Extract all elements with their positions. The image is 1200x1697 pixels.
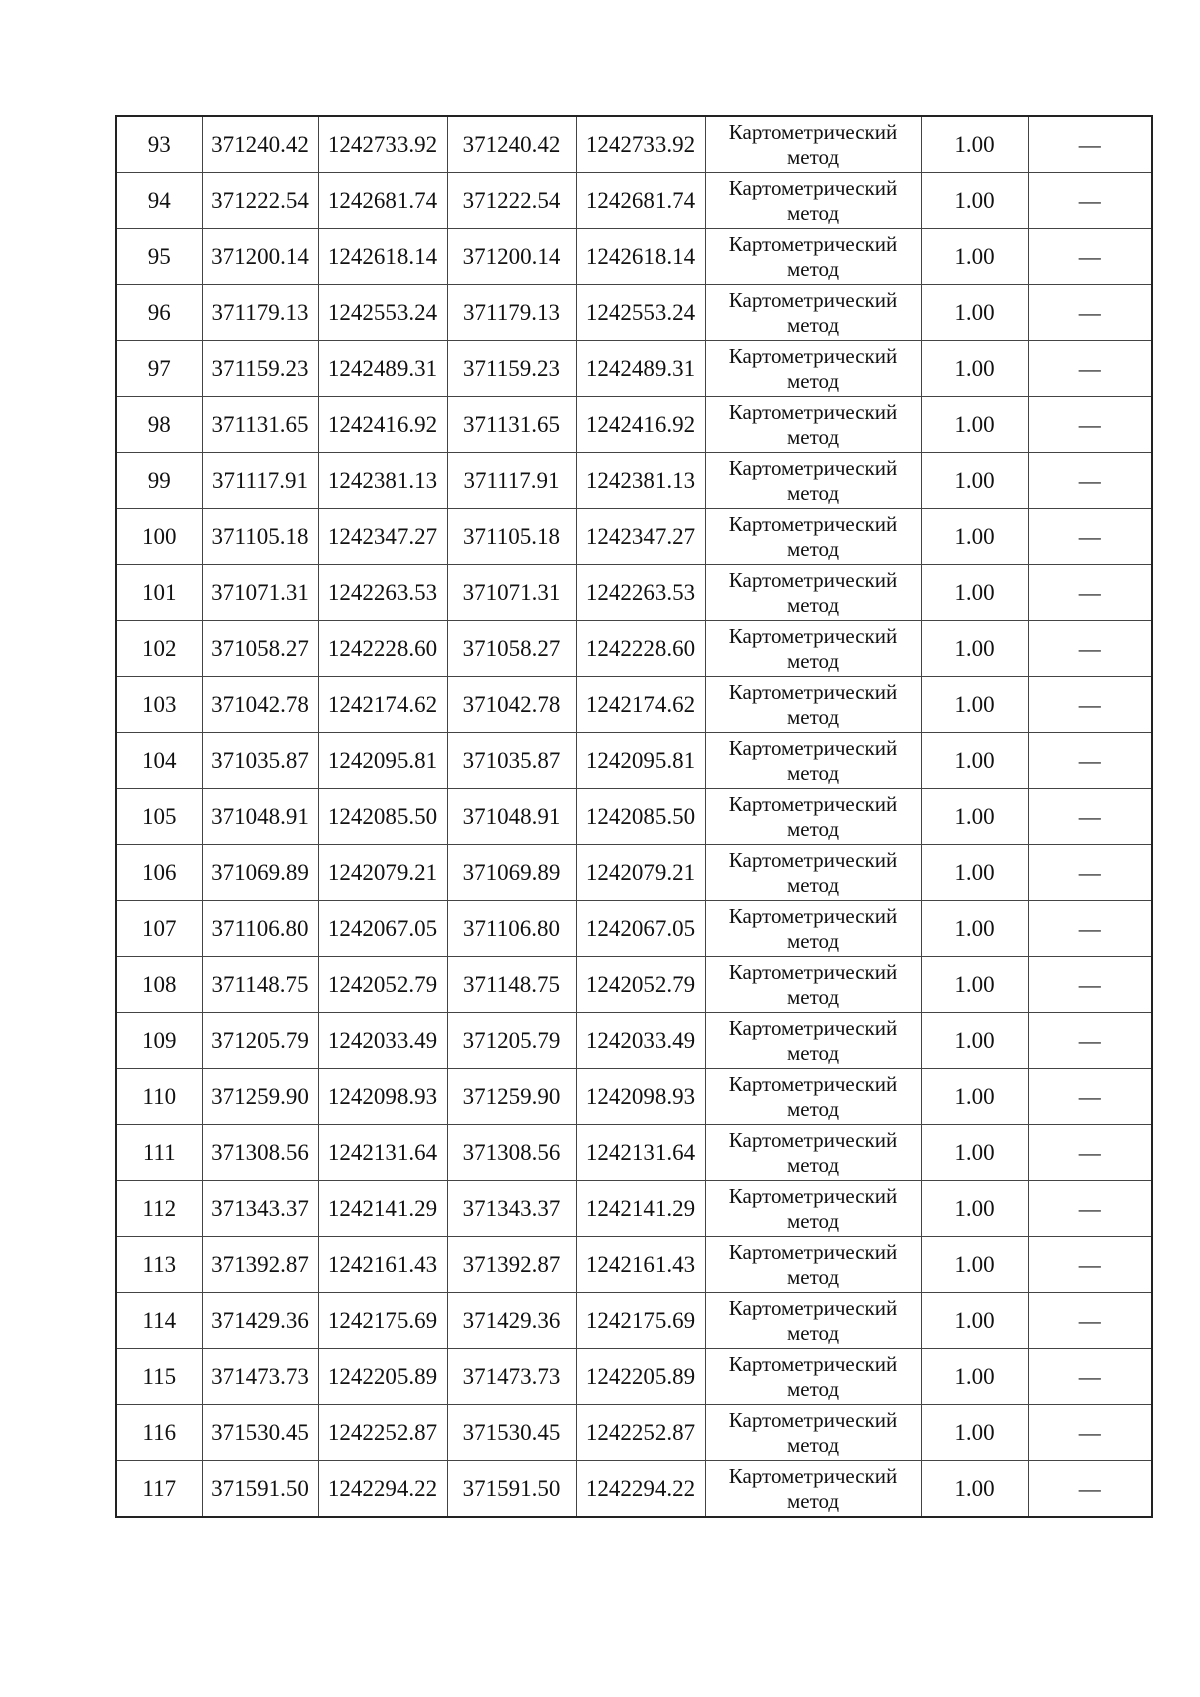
existing-x-cell: 371530.45 bbox=[202, 1405, 318, 1461]
accuracy-cell: 1.00 bbox=[921, 341, 1028, 397]
accuracy-cell: 1.00 bbox=[921, 1237, 1028, 1293]
accuracy-cell: 1.00 bbox=[921, 1125, 1028, 1181]
method-cell bbox=[705, 789, 921, 845]
method-line-2: метод bbox=[786, 1096, 840, 1121]
table-row bbox=[116, 1349, 1152, 1405]
method-line-1: Картометрический bbox=[728, 1015, 898, 1040]
existing-x-cell: 371222.54 bbox=[202, 173, 318, 229]
new-y-cell: 1242252.87 bbox=[576, 1405, 705, 1461]
method-line-2: метод bbox=[786, 536, 840, 561]
new-y-cell: 1242263.53 bbox=[576, 565, 705, 621]
table-body bbox=[116, 116, 1152, 1517]
table-row bbox=[116, 733, 1152, 789]
new-y-cell: 1242553.24 bbox=[576, 285, 705, 341]
existing-x-cell: 371106.80 bbox=[202, 901, 318, 957]
method-line-1: Картометрический bbox=[728, 1351, 898, 1376]
method-line-2: метод bbox=[786, 592, 840, 617]
method-line-1: Картометрический bbox=[728, 1463, 898, 1488]
method-line-2: метод bbox=[786, 144, 840, 169]
new-x-cell: 371069.89 bbox=[447, 845, 576, 901]
new-y-cell: 1242067.05 bbox=[576, 901, 705, 957]
note-cell: — bbox=[1028, 341, 1152, 397]
method-line-1: Картометрический bbox=[728, 567, 898, 592]
table-row bbox=[116, 453, 1152, 509]
note-cell: — bbox=[1028, 621, 1152, 677]
method-line-1: Картометрический bbox=[728, 119, 898, 144]
note-cell: — bbox=[1028, 1293, 1152, 1349]
existing-y-cell: 1242085.50 bbox=[318, 789, 447, 845]
note-cell: — bbox=[1028, 229, 1152, 285]
table-row bbox=[116, 1181, 1152, 1237]
point-number-cell: 94 bbox=[116, 173, 202, 229]
point-number-cell: 105 bbox=[116, 789, 202, 845]
existing-x-cell: 371035.87 bbox=[202, 733, 318, 789]
new-x-cell: 371048.91 bbox=[447, 789, 576, 845]
table-row bbox=[116, 677, 1152, 733]
table-row bbox=[116, 173, 1152, 229]
method-line-2: метод bbox=[786, 984, 840, 1009]
note-cell: — bbox=[1028, 1069, 1152, 1125]
point-number-cell: 109 bbox=[116, 1013, 202, 1069]
method-line-2: метод bbox=[786, 704, 840, 729]
note-cell: — bbox=[1028, 1237, 1152, 1293]
table-row bbox=[116, 901, 1152, 957]
new-x-cell: 371179.13 bbox=[447, 285, 576, 341]
new-y-cell: 1242079.21 bbox=[576, 845, 705, 901]
accuracy-cell: 1.00 bbox=[921, 1461, 1028, 1518]
new-y-cell: 1242052.79 bbox=[576, 957, 705, 1013]
note-cell: — bbox=[1028, 565, 1152, 621]
accuracy-cell: 1.00 bbox=[921, 1069, 1028, 1125]
note-cell: — bbox=[1028, 901, 1152, 957]
new-y-cell: 1242618.14 bbox=[576, 229, 705, 285]
point-number-cell: 101 bbox=[116, 565, 202, 621]
new-x-cell: 371240.42 bbox=[447, 116, 576, 173]
note-cell: — bbox=[1028, 1013, 1152, 1069]
new-y-cell: 1242205.89 bbox=[576, 1349, 705, 1405]
accuracy-cell: 1.00 bbox=[921, 397, 1028, 453]
method-line-1: Картометрический bbox=[728, 679, 898, 704]
point-number-cell: 114 bbox=[116, 1293, 202, 1349]
method-line-2: метод bbox=[786, 816, 840, 841]
existing-y-cell: 1242095.81 bbox=[318, 733, 447, 789]
method-line-2: метод bbox=[786, 312, 840, 337]
accuracy-cell: 1.00 bbox=[921, 453, 1028, 509]
table-row bbox=[116, 509, 1152, 565]
method-line-1: Картометрический bbox=[728, 735, 898, 760]
method-line-2: метод bbox=[786, 760, 840, 785]
note-cell: — bbox=[1028, 1125, 1152, 1181]
existing-x-cell: 371105.18 bbox=[202, 509, 318, 565]
accuracy-cell: 1.00 bbox=[921, 845, 1028, 901]
method-cell bbox=[705, 1013, 921, 1069]
note-cell: — bbox=[1028, 397, 1152, 453]
table-row bbox=[116, 229, 1152, 285]
method-line-1: Картометрический bbox=[728, 623, 898, 648]
new-y-cell: 1242098.93 bbox=[576, 1069, 705, 1125]
existing-x-cell: 371392.87 bbox=[202, 1237, 318, 1293]
point-number-cell: 93 bbox=[116, 116, 202, 173]
existing-x-cell: 371117.91 bbox=[202, 453, 318, 509]
new-x-cell: 371042.78 bbox=[447, 677, 576, 733]
existing-y-cell: 1242161.43 bbox=[318, 1237, 447, 1293]
existing-x-cell: 371308.56 bbox=[202, 1125, 318, 1181]
new-x-cell: 371106.80 bbox=[447, 901, 576, 957]
method-line-2: метод bbox=[786, 424, 840, 449]
method-line-1: Картометрический bbox=[728, 1239, 898, 1264]
point-number-cell: 104 bbox=[116, 733, 202, 789]
note-cell: — bbox=[1028, 957, 1152, 1013]
accuracy-cell: 1.00 bbox=[921, 565, 1028, 621]
point-number-cell: 102 bbox=[116, 621, 202, 677]
new-y-cell: 1242174.62 bbox=[576, 677, 705, 733]
method-line-1: Картометрический bbox=[728, 959, 898, 984]
method-cell bbox=[705, 341, 921, 397]
existing-y-cell: 1242618.14 bbox=[318, 229, 447, 285]
method-line-2: метод bbox=[786, 1152, 840, 1177]
method-line-2: метод bbox=[786, 1264, 840, 1289]
table-row bbox=[116, 565, 1152, 621]
method-cell bbox=[705, 397, 921, 453]
accuracy-cell: 1.00 bbox=[921, 901, 1028, 957]
accuracy-cell: 1.00 bbox=[921, 116, 1028, 173]
new-x-cell: 371035.87 bbox=[447, 733, 576, 789]
note-cell: — bbox=[1028, 1349, 1152, 1405]
new-y-cell: 1242161.43 bbox=[576, 1237, 705, 1293]
method-line-1: Картометрический bbox=[728, 791, 898, 816]
table-row bbox=[116, 1461, 1152, 1518]
method-cell bbox=[705, 1293, 921, 1349]
existing-x-cell: 371179.13 bbox=[202, 285, 318, 341]
method-cell bbox=[705, 565, 921, 621]
method-line-1: Картометрический bbox=[728, 399, 898, 424]
table-row bbox=[116, 341, 1152, 397]
note-cell: — bbox=[1028, 173, 1152, 229]
table-row bbox=[116, 845, 1152, 901]
new-y-cell: 1242489.31 bbox=[576, 341, 705, 397]
method-cell bbox=[705, 1349, 921, 1405]
method-line-1: Картометрический bbox=[728, 1071, 898, 1096]
existing-y-cell: 1242052.79 bbox=[318, 957, 447, 1013]
table-row bbox=[116, 285, 1152, 341]
method-line-1: Картометрический bbox=[728, 343, 898, 368]
accuracy-cell: 1.00 bbox=[921, 285, 1028, 341]
existing-x-cell: 371069.89 bbox=[202, 845, 318, 901]
accuracy-cell: 1.00 bbox=[921, 677, 1028, 733]
table-row bbox=[116, 957, 1152, 1013]
existing-y-cell: 1242098.93 bbox=[318, 1069, 447, 1125]
method-cell bbox=[705, 1461, 921, 1518]
existing-x-cell: 371429.36 bbox=[202, 1293, 318, 1349]
method-line-1: Картометрический bbox=[728, 1127, 898, 1152]
point-number-cell: 111 bbox=[116, 1125, 202, 1181]
note-cell: — bbox=[1028, 845, 1152, 901]
coordinates-table bbox=[115, 115, 1153, 1518]
method-line-1: Картометрический bbox=[728, 847, 898, 872]
accuracy-cell: 1.00 bbox=[921, 1405, 1028, 1461]
table-row bbox=[116, 1069, 1152, 1125]
method-cell bbox=[705, 901, 921, 957]
existing-y-cell: 1242416.92 bbox=[318, 397, 447, 453]
method-cell bbox=[705, 453, 921, 509]
new-y-cell: 1242416.92 bbox=[576, 397, 705, 453]
existing-y-cell: 1242079.21 bbox=[318, 845, 447, 901]
method-line-1: Картометрический bbox=[728, 455, 898, 480]
table-row bbox=[116, 1125, 1152, 1181]
note-cell: — bbox=[1028, 789, 1152, 845]
note-cell: — bbox=[1028, 1461, 1152, 1518]
method-line-2: метод bbox=[786, 872, 840, 897]
point-number-cell: 95 bbox=[116, 229, 202, 285]
point-number-cell: 113 bbox=[116, 1237, 202, 1293]
accuracy-cell: 1.00 bbox=[921, 1349, 1028, 1405]
new-x-cell: 371071.31 bbox=[447, 565, 576, 621]
method-cell bbox=[705, 509, 921, 565]
new-y-cell: 1242347.27 bbox=[576, 509, 705, 565]
note-cell: — bbox=[1028, 1405, 1152, 1461]
method-line-1: Картометрический bbox=[728, 1407, 898, 1432]
accuracy-cell: 1.00 bbox=[921, 1013, 1028, 1069]
method-line-2: метод bbox=[786, 256, 840, 281]
existing-x-cell: 371240.42 bbox=[202, 116, 318, 173]
new-x-cell: 371117.91 bbox=[447, 453, 576, 509]
table-row bbox=[116, 1237, 1152, 1293]
table-row bbox=[116, 621, 1152, 677]
method-line-1: Картометрический bbox=[728, 903, 898, 928]
point-number-cell: 117 bbox=[116, 1461, 202, 1518]
new-x-cell: 371200.14 bbox=[447, 229, 576, 285]
method-cell bbox=[705, 1405, 921, 1461]
method-line-1: Картометрический bbox=[728, 231, 898, 256]
method-line-2: метод bbox=[786, 648, 840, 673]
existing-x-cell: 371071.31 bbox=[202, 565, 318, 621]
method-line-1: Картометрический bbox=[728, 175, 898, 200]
table-row bbox=[116, 1293, 1152, 1349]
point-number-cell: 103 bbox=[116, 677, 202, 733]
method-cell bbox=[705, 1069, 921, 1125]
new-x-cell: 371473.73 bbox=[447, 1349, 576, 1405]
new-y-cell: 1242141.29 bbox=[576, 1181, 705, 1237]
point-number-cell: 110 bbox=[116, 1069, 202, 1125]
existing-x-cell: 371473.73 bbox=[202, 1349, 318, 1405]
table-row bbox=[116, 1013, 1152, 1069]
new-x-cell: 371159.23 bbox=[447, 341, 576, 397]
new-x-cell: 371343.37 bbox=[447, 1181, 576, 1237]
table-row bbox=[116, 789, 1152, 845]
method-line-1: Картометрический bbox=[728, 287, 898, 312]
method-cell bbox=[705, 677, 921, 733]
existing-y-cell: 1242489.31 bbox=[318, 341, 447, 397]
method-line-2: метод bbox=[786, 1208, 840, 1233]
existing-y-cell: 1242174.62 bbox=[318, 677, 447, 733]
note-cell: — bbox=[1028, 1181, 1152, 1237]
method-line-2: метод bbox=[786, 480, 840, 505]
existing-y-cell: 1242553.24 bbox=[318, 285, 447, 341]
existing-x-cell: 371042.78 bbox=[202, 677, 318, 733]
note-cell: — bbox=[1028, 733, 1152, 789]
existing-y-cell: 1242141.29 bbox=[318, 1181, 447, 1237]
existing-y-cell: 1242067.05 bbox=[318, 901, 447, 957]
point-number-cell: 98 bbox=[116, 397, 202, 453]
method-cell bbox=[705, 1237, 921, 1293]
point-number-cell: 99 bbox=[116, 453, 202, 509]
accuracy-cell: 1.00 bbox=[921, 789, 1028, 845]
new-x-cell: 371205.79 bbox=[447, 1013, 576, 1069]
accuracy-cell: 1.00 bbox=[921, 1293, 1028, 1349]
new-y-cell: 1242175.69 bbox=[576, 1293, 705, 1349]
existing-x-cell: 371159.23 bbox=[202, 341, 318, 397]
accuracy-cell: 1.00 bbox=[921, 621, 1028, 677]
existing-x-cell: 371200.14 bbox=[202, 229, 318, 285]
table-row bbox=[116, 397, 1152, 453]
existing-y-cell: 1242733.92 bbox=[318, 116, 447, 173]
new-x-cell: 371105.18 bbox=[447, 509, 576, 565]
new-y-cell: 1242131.64 bbox=[576, 1125, 705, 1181]
table-row bbox=[116, 116, 1152, 173]
note-cell: — bbox=[1028, 677, 1152, 733]
method-cell bbox=[705, 1125, 921, 1181]
existing-y-cell: 1242131.64 bbox=[318, 1125, 447, 1181]
accuracy-cell: 1.00 bbox=[921, 1181, 1028, 1237]
method-cell bbox=[705, 845, 921, 901]
method-cell bbox=[705, 957, 921, 1013]
existing-y-cell: 1242175.69 bbox=[318, 1293, 447, 1349]
note-cell: — bbox=[1028, 285, 1152, 341]
accuracy-cell: 1.00 bbox=[921, 957, 1028, 1013]
method-cell bbox=[705, 229, 921, 285]
method-line-2: метод bbox=[786, 200, 840, 225]
existing-y-cell: 1242252.87 bbox=[318, 1405, 447, 1461]
new-y-cell: 1242228.60 bbox=[576, 621, 705, 677]
new-y-cell: 1242681.74 bbox=[576, 173, 705, 229]
note-cell: — bbox=[1028, 453, 1152, 509]
point-number-cell: 106 bbox=[116, 845, 202, 901]
method-line-2: метод bbox=[786, 928, 840, 953]
method-line-2: метод bbox=[786, 1488, 840, 1513]
existing-x-cell: 371259.90 bbox=[202, 1069, 318, 1125]
accuracy-cell: 1.00 bbox=[921, 733, 1028, 789]
point-number-cell: 116 bbox=[116, 1405, 202, 1461]
new-x-cell: 371058.27 bbox=[447, 621, 576, 677]
new-y-cell: 1242294.22 bbox=[576, 1461, 705, 1518]
method-cell bbox=[705, 621, 921, 677]
point-number-cell: 112 bbox=[116, 1181, 202, 1237]
existing-x-cell: 371591.50 bbox=[202, 1461, 318, 1518]
method-cell bbox=[705, 285, 921, 341]
existing-x-cell: 371205.79 bbox=[202, 1013, 318, 1069]
existing-y-cell: 1242033.49 bbox=[318, 1013, 447, 1069]
method-line-2: метод bbox=[786, 1320, 840, 1345]
method-cell bbox=[705, 1181, 921, 1237]
existing-y-cell: 1242294.22 bbox=[318, 1461, 447, 1518]
new-x-cell: 371530.45 bbox=[447, 1405, 576, 1461]
new-y-cell: 1242033.49 bbox=[576, 1013, 705, 1069]
existing-y-cell: 1242347.27 bbox=[318, 509, 447, 565]
existing-y-cell: 1242205.89 bbox=[318, 1349, 447, 1405]
table-row bbox=[116, 1405, 1152, 1461]
method-line-1: Картометрический bbox=[728, 1295, 898, 1320]
new-x-cell: 371148.75 bbox=[447, 957, 576, 1013]
existing-x-cell: 371148.75 bbox=[202, 957, 318, 1013]
new-x-cell: 371429.36 bbox=[447, 1293, 576, 1349]
new-x-cell: 371131.65 bbox=[447, 397, 576, 453]
new-x-cell: 371308.56 bbox=[447, 1125, 576, 1181]
new-y-cell: 1242381.13 bbox=[576, 453, 705, 509]
method-cell bbox=[705, 733, 921, 789]
point-number-cell: 107 bbox=[116, 901, 202, 957]
new-x-cell: 371392.87 bbox=[447, 1237, 576, 1293]
new-y-cell: 1242085.50 bbox=[576, 789, 705, 845]
existing-x-cell: 371131.65 bbox=[202, 397, 318, 453]
accuracy-cell: 1.00 bbox=[921, 229, 1028, 285]
point-number-cell: 108 bbox=[116, 957, 202, 1013]
existing-x-cell: 371048.91 bbox=[202, 789, 318, 845]
point-number-cell: 97 bbox=[116, 341, 202, 397]
existing-y-cell: 1242381.13 bbox=[318, 453, 447, 509]
new-x-cell: 371591.50 bbox=[447, 1461, 576, 1518]
existing-x-cell: 371343.37 bbox=[202, 1181, 318, 1237]
new-y-cell: 1242095.81 bbox=[576, 733, 705, 789]
note-cell: — bbox=[1028, 509, 1152, 565]
method-cell bbox=[705, 173, 921, 229]
method-line-1: Картометрический bbox=[728, 1183, 898, 1208]
existing-x-cell: 371058.27 bbox=[202, 621, 318, 677]
point-number-cell: 96 bbox=[116, 285, 202, 341]
new-x-cell: 371259.90 bbox=[447, 1069, 576, 1125]
existing-y-cell: 1242681.74 bbox=[318, 173, 447, 229]
method-cell bbox=[705, 116, 921, 173]
note-cell: — bbox=[1028, 116, 1152, 173]
existing-y-cell: 1242228.60 bbox=[318, 621, 447, 677]
method-line-2: метод bbox=[786, 1432, 840, 1457]
point-number-cell: 100 bbox=[116, 509, 202, 565]
accuracy-cell: 1.00 bbox=[921, 173, 1028, 229]
method-line-2: метод bbox=[786, 368, 840, 393]
method-line-2: метод bbox=[786, 1040, 840, 1065]
method-line-1: Картометрический bbox=[728, 511, 898, 536]
existing-y-cell: 1242263.53 bbox=[318, 565, 447, 621]
accuracy-cell: 1.00 bbox=[921, 509, 1028, 565]
point-number-cell: 115 bbox=[116, 1349, 202, 1405]
method-line-2: метод bbox=[786, 1376, 840, 1401]
new-y-cell: 1242733.92 bbox=[576, 116, 705, 173]
new-x-cell: 371222.54 bbox=[447, 173, 576, 229]
